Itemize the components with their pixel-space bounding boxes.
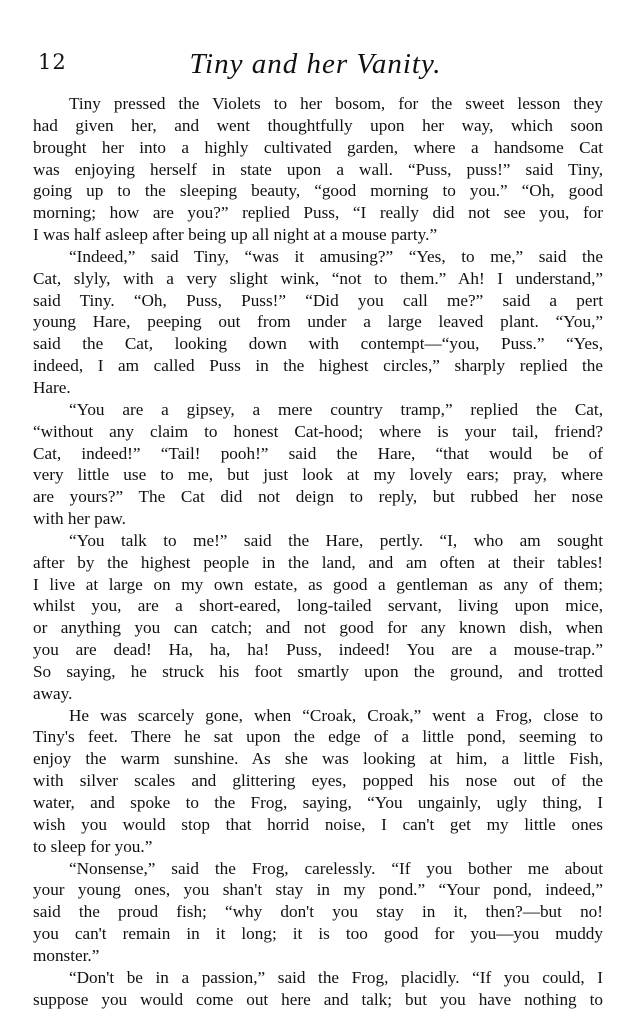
- paragraph: [33, 93, 603, 246]
- text-line: with silver scales and glittering eyes, popped his nose out of the: [33, 771, 603, 791]
- text-line: Cat, indeed!” “Tail! pooh!” said the Hare, “that would be of: [33, 443, 603, 463]
- text-line: wish you would stop that horrid noise, I can't get my little ones: [33, 814, 603, 834]
- text-line: was enjoying herself in state upon a wall. “Puss, puss!” said Tiny,: [33, 159, 603, 179]
- text-line: He was scarcely gone, when “Croak, Croak,” went a Frog, close to: [69, 705, 603, 725]
- text-line: indeed, I am called Puss in the highest circles,” sharply replied the: [33, 356, 603, 376]
- text-line: Tiny pressed the Violets to her bosom, for the sweet lesson they: [69, 94, 603, 113]
- paragraph: [33, 399, 603, 530]
- text-line: very little use to me, but just look at my lovely ears; pray, where: [33, 465, 603, 485]
- text-line: water, and spoke to the Frog, saying, “You ungainly, ugly thing, I: [33, 793, 603, 812]
- text-line: I was half asleep after being up all night at a mouse party.”: [33, 225, 438, 245]
- text-line: “Don't be in a passion,” said the Frog, placidly. “If you could, I: [69, 967, 603, 987]
- text-line: away.: [33, 683, 73, 703]
- text-line: “You are a gipsey, a mere country tramp,” replied the Cat,: [69, 399, 603, 419]
- text-line: whilst you, are a short-eared, long-tailed servant, living upon mice,: [33, 596, 603, 616]
- text-line: after by the highest people in the land, and am often at their tables!: [33, 552, 603, 572]
- text-line: brought her into a highly cultivated garden, where a handsome Cat: [33, 137, 603, 157]
- text-line: going up to the sleeping beauty, “good morning to you.” “Oh, good: [33, 181, 603, 201]
- text-line: said Tiny. “Oh, Puss, Puss!” “Did you call me?” said a pert: [33, 290, 603, 310]
- text-line: to sleep for you.”: [33, 836, 153, 856]
- text-line: enjoy the warm sunshine. As she was looking at him, a little Fish,: [33, 749, 603, 769]
- running-title: Tiny and her Vanity.: [189, 48, 442, 80]
- text-line: suppose you would come out here and talk; but you have nothing to: [33, 989, 603, 1009]
- text-line: said the proud fish; “why don't you stay in it, then?—but no!: [33, 902, 603, 922]
- text-line: “Indeed,” said Tiny, “was it amusing?” “Yes, to me,” said the: [69, 246, 603, 266]
- page-header: [38, 40, 593, 80]
- page-number: 12: [38, 50, 67, 74]
- text-line: your young ones, you shan't stay in my pond.” “Your pond, indeed,”: [33, 880, 603, 900]
- text-line: “You talk to me!” said the Hare, pertly. “I, who am sought: [69, 530, 603, 550]
- paragraph: [33, 246, 603, 399]
- text-line: you are dead! Ha, ha, ha! Puss, indeed! You are a mouse-trap.”: [33, 640, 603, 660]
- text-line: said the Cat, looking down with contempt—“you, Puss.” “Yes,: [33, 334, 603, 354]
- text-line: I live at large on my own estate, as good a gentleman as any of them;: [33, 574, 603, 594]
- text-line: morning; how are you?” replied Puss, “I really did not see you, for: [33, 203, 603, 223]
- text-line: are yours?” The Cat did not deign to reply, but rubbed her nose: [33, 487, 603, 507]
- text-line: Hare.: [33, 377, 71, 397]
- paragraph: [33, 967, 603, 1010]
- paragraph: [33, 530, 603, 705]
- text-line: So saying, he struck his foot smartly upon the ground, and trotted: [33, 661, 603, 681]
- text-line: “Nonsense,” said the Frog, carelessly. “If you bother me about: [69, 858, 603, 878]
- text-line: had given her, and went thoughtfully upon her way, which soon: [33, 115, 603, 135]
- text-line: you can't remain in it long; it is too good for you—you muddy: [33, 924, 603, 944]
- text-line: Cat, slyly, with a very slight wink, “not to them.” Ah! I understand,”: [33, 268, 603, 288]
- text-line: Tiny's feet. There he sat upon the edge of a little pond, seeming to: [33, 727, 603, 747]
- text-line: young Hare, peeping out from under a large leaved plant. “You,”: [33, 312, 603, 332]
- paragraph: [33, 858, 603, 967]
- text-line: “without any claim to honest Cat-hood; where is your tail, friend?: [33, 421, 603, 441]
- paragraph: [33, 705, 603, 858]
- text-line: monster.”: [33, 945, 100, 965]
- text-line: with her paw.: [33, 509, 126, 529]
- body-text: [33, 93, 603, 1010]
- text-line: or anything you can catch; and not good for any known dish, when: [33, 618, 603, 638]
